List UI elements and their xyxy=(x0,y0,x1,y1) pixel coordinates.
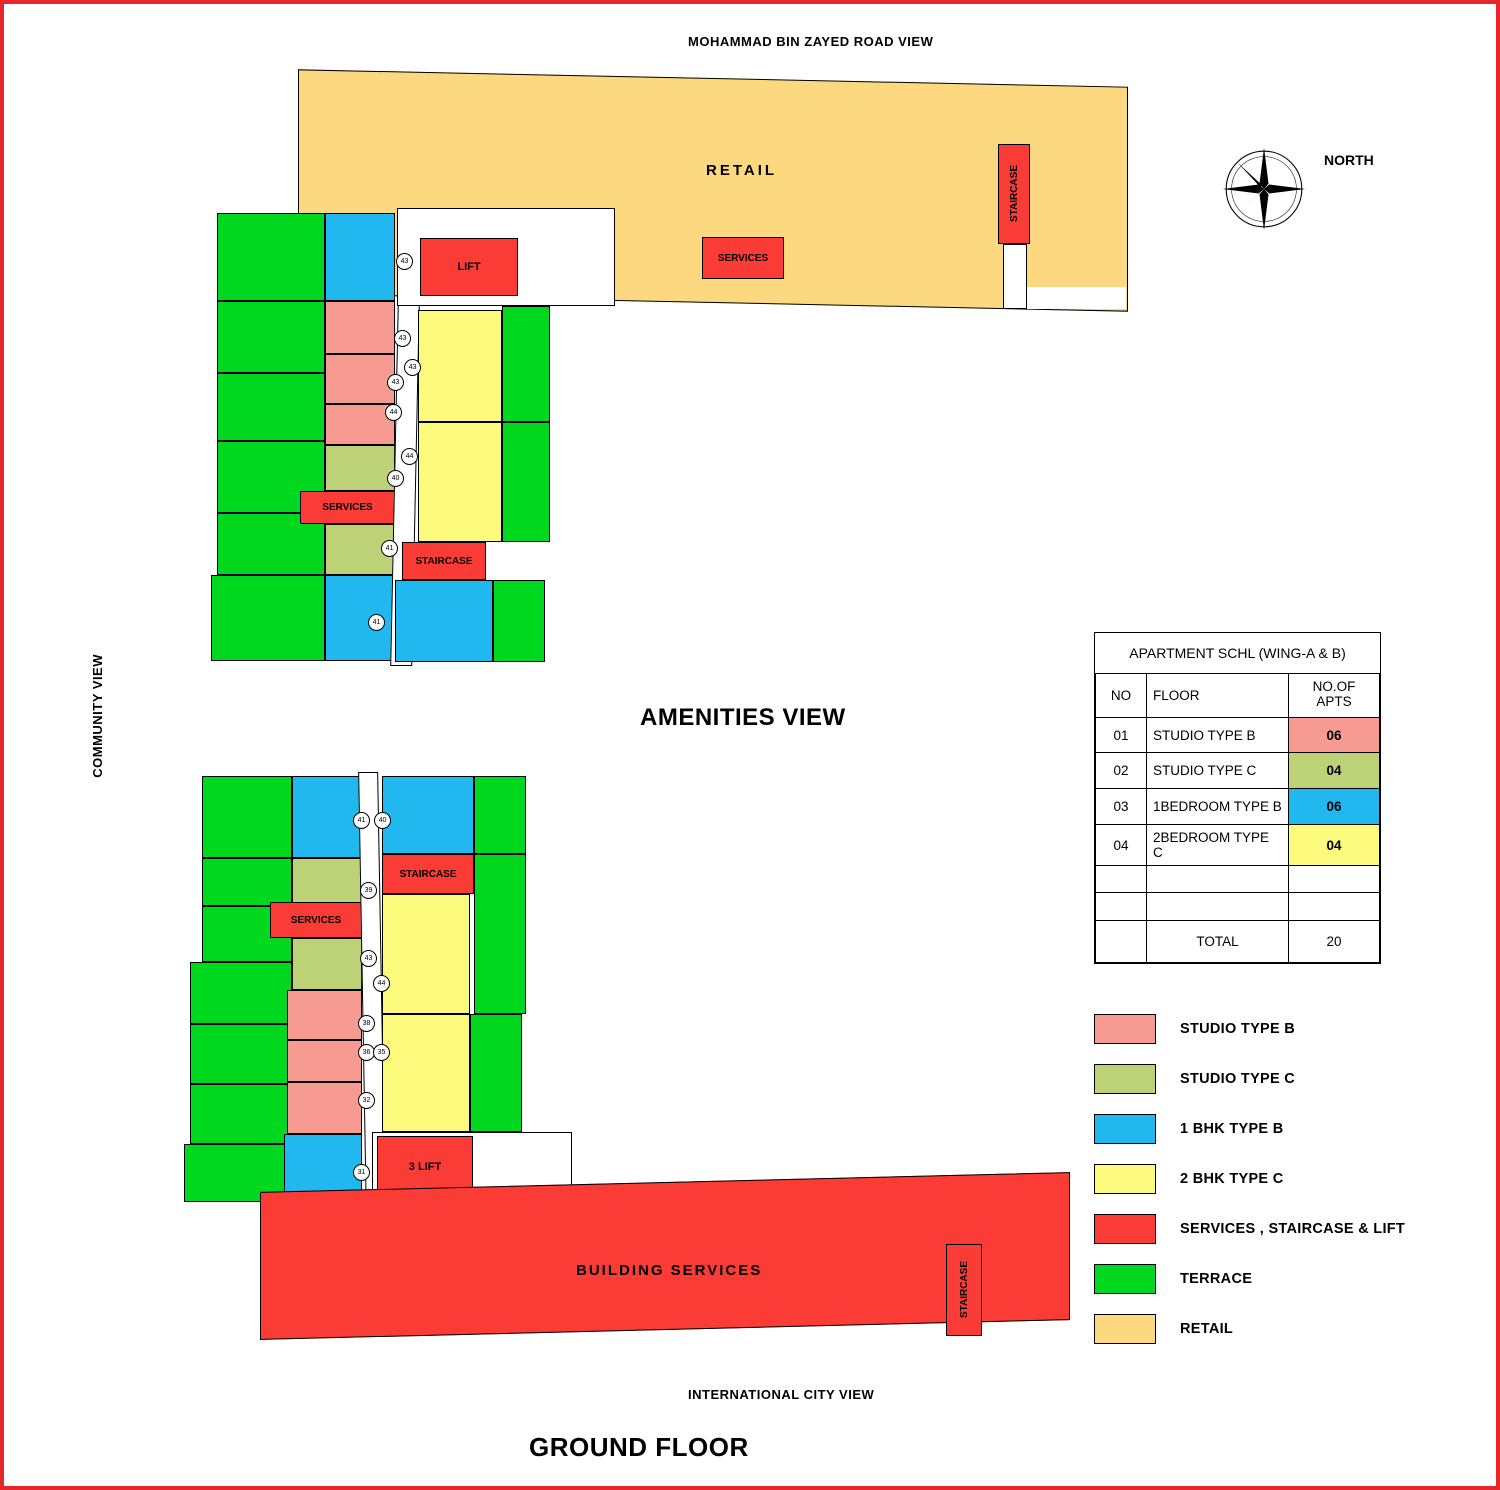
unit-2bhk-type-c xyxy=(382,1014,470,1132)
col-header-apts xyxy=(1289,673,1380,717)
unit-studio-type-b xyxy=(287,1082,362,1134)
grid-bubble: 40 xyxy=(374,812,391,829)
legend-swatch-2bhk-type-c xyxy=(1094,1164,1156,1194)
lift-label: 3 LIFT xyxy=(408,1161,442,1173)
terrace-block xyxy=(190,962,292,1024)
retail-gap xyxy=(1003,244,1027,309)
unit-studio-type-b xyxy=(287,1040,362,1082)
bottom-view-label: INTERNATIONAL CITY VIEW xyxy=(688,1387,875,1402)
terrace-block xyxy=(217,373,325,441)
terrace-block xyxy=(211,575,325,661)
legend-item xyxy=(1094,1104,1474,1154)
row-no: 03 xyxy=(1096,789,1147,825)
unit-1bhk-type-b xyxy=(395,580,493,662)
legend-swatch-retail xyxy=(1094,1314,1156,1344)
row-apts: 04 xyxy=(1289,825,1380,866)
grid-bubble: 43 xyxy=(387,374,404,391)
row-no xyxy=(1096,893,1147,920)
row-no: 01 xyxy=(1096,717,1147,753)
unit-1bhk-type-b xyxy=(325,213,395,301)
col-header-apts-line1: NO.OF xyxy=(1312,679,1356,695)
grid-bubble: 32 xyxy=(358,1092,375,1109)
grid-bubble: 44 xyxy=(373,975,390,992)
terrace-block xyxy=(190,1024,292,1084)
grid-bubble: 43 xyxy=(394,330,411,347)
row-apts: 04 xyxy=(1289,753,1380,789)
terrace-block xyxy=(502,306,550,422)
building-services-staircase xyxy=(946,1244,982,1336)
terrace-block xyxy=(190,1084,292,1144)
services-label: SERVICES xyxy=(290,914,342,926)
unit-1bhk-type-b xyxy=(292,776,362,858)
legend-swatch-studio-type-b xyxy=(1094,1014,1156,1044)
schedule-title: APARTMENT SCHL (WING-A & B) xyxy=(1096,633,1380,673)
top-view-label: MOHAMMAD BIN ZAYED ROAD VIEW xyxy=(688,34,934,49)
unit-1bhk-type-b xyxy=(325,575,395,661)
grid-bubble: 44 xyxy=(385,404,402,421)
retail-services-block xyxy=(702,237,784,279)
grid-bubble: 35 xyxy=(373,1044,390,1061)
left-view-label: COMMUNITY VIEW xyxy=(90,654,105,778)
services-block xyxy=(270,902,362,938)
plan-title: GROUND FLOOR xyxy=(529,1432,749,1462)
legend-item xyxy=(1094,1254,1474,1304)
row-apts xyxy=(1289,866,1380,893)
staircase-label: STAIRCASE xyxy=(415,555,473,567)
legend-item xyxy=(1094,1004,1474,1054)
legend xyxy=(1094,1004,1474,1354)
legend-label: TERRACE xyxy=(1180,1271,1253,1287)
row-floor: 1BEDROOM TYPE B xyxy=(1147,789,1289,825)
legend-label: STUDIO TYPE B xyxy=(1180,1021,1296,1037)
unit-studio-type-c xyxy=(325,445,395,491)
row-no: 04 xyxy=(1096,825,1147,866)
row-apts: 06 xyxy=(1289,789,1380,825)
legend-item xyxy=(1094,1304,1474,1354)
row-floor: STUDIO TYPE C xyxy=(1147,753,1289,789)
row-floor xyxy=(1147,893,1289,920)
staircase-label: STAIRCASE xyxy=(958,1261,970,1319)
amenities-view-label: AMENITIES VIEW xyxy=(640,704,846,731)
legend-label: SERVICES , STAIRCASE & LIFT xyxy=(1180,1221,1406,1237)
grid-bubble: 38 xyxy=(358,1015,375,1032)
staircase-block xyxy=(402,542,486,580)
legend-swatch-terrace xyxy=(1094,1264,1156,1294)
terrace-block xyxy=(217,213,325,301)
lift-label: LIFT xyxy=(457,261,481,273)
terrace-block xyxy=(502,422,550,542)
staircase-block xyxy=(382,854,474,894)
unit-1bhk-type-b xyxy=(382,776,474,854)
terrace-block xyxy=(474,854,526,1014)
unit-studio-type-b xyxy=(287,990,362,1040)
unit-studio-type-b xyxy=(325,301,395,354)
staircase-label: STAIRCASE xyxy=(399,868,457,880)
legend-swatch-studio-type-c xyxy=(1094,1064,1156,1094)
grid-bubble: 31 xyxy=(353,1164,370,1181)
retail-notch xyxy=(1026,287,1126,309)
terrace-block xyxy=(202,858,292,906)
grid-bubble: 43 xyxy=(360,950,377,967)
legend-label: RETAIL xyxy=(1180,1321,1234,1337)
total-spacer xyxy=(1096,920,1147,962)
unit-2bhk-type-c xyxy=(418,310,502,422)
row-floor xyxy=(1147,866,1289,893)
row-apts xyxy=(1289,893,1380,920)
grid-bubble: 41 xyxy=(381,540,398,557)
row-no xyxy=(1096,866,1147,893)
grid-bubble: 40 xyxy=(387,470,404,487)
terrace-block xyxy=(202,776,292,858)
col-header-no: NO xyxy=(1096,673,1147,717)
unit-2bhk-type-c xyxy=(418,422,502,542)
grid-bubble: 43 xyxy=(404,359,421,376)
lift-block xyxy=(420,238,518,296)
col-header-apts-line2: APTS xyxy=(1316,694,1352,710)
services-label: SERVICES xyxy=(322,502,373,513)
row-floor: STUDIO TYPE B xyxy=(1147,717,1289,753)
row-no: 02 xyxy=(1096,753,1147,789)
north-label: NORTH xyxy=(1324,152,1374,168)
grid-bubble: 39 xyxy=(360,882,377,899)
grid-bubble: 36 xyxy=(358,1044,375,1061)
terrace-block xyxy=(217,301,325,373)
col-header-floor: FLOOR xyxy=(1147,673,1289,717)
grid-bubble: 41 xyxy=(353,812,370,829)
grid-bubble: 44 xyxy=(401,448,418,465)
grid-bubble: 41 xyxy=(368,614,385,631)
terrace-block xyxy=(470,1014,522,1132)
legend-item xyxy=(1094,1154,1474,1204)
unit-studio-type-b xyxy=(325,354,395,404)
unit-studio-type-c xyxy=(292,938,362,990)
total-value: 20 xyxy=(1289,920,1380,962)
legend-label: 2 BHK TYPE C xyxy=(1180,1171,1284,1187)
legend-swatch-services xyxy=(1094,1214,1156,1244)
legend-item xyxy=(1094,1204,1474,1254)
compass-rose-icon xyxy=(1219,144,1309,234)
services-block xyxy=(300,491,395,524)
retail-staircase-label: STAIRCASE xyxy=(1008,165,1020,223)
row-apts: 06 xyxy=(1289,717,1380,753)
legend-swatch-1bhk-type-b xyxy=(1094,1114,1156,1144)
legend-label: STUDIO TYPE C xyxy=(1180,1071,1296,1087)
retail-staircase-block xyxy=(998,144,1030,244)
apartment-schedule-table xyxy=(1094,632,1381,964)
building-services-label: BUILDING SERVICES xyxy=(576,1262,763,1279)
unit-2bhk-type-c xyxy=(382,894,470,1014)
legend-label: 1 BHK TYPE B xyxy=(1180,1121,1284,1137)
legend-item xyxy=(1094,1054,1474,1104)
unit-studio-type-c xyxy=(292,858,362,906)
row-floor: 2BEDROOM TYPE C xyxy=(1147,825,1289,866)
terrace-block xyxy=(493,580,545,662)
grid-bubble: 43 xyxy=(396,253,413,270)
total-label: TOTAL xyxy=(1147,920,1289,962)
retail-services-label: SERVICES xyxy=(717,252,769,264)
terrace-block xyxy=(474,776,526,854)
retail-label: RETAIL xyxy=(706,162,778,179)
